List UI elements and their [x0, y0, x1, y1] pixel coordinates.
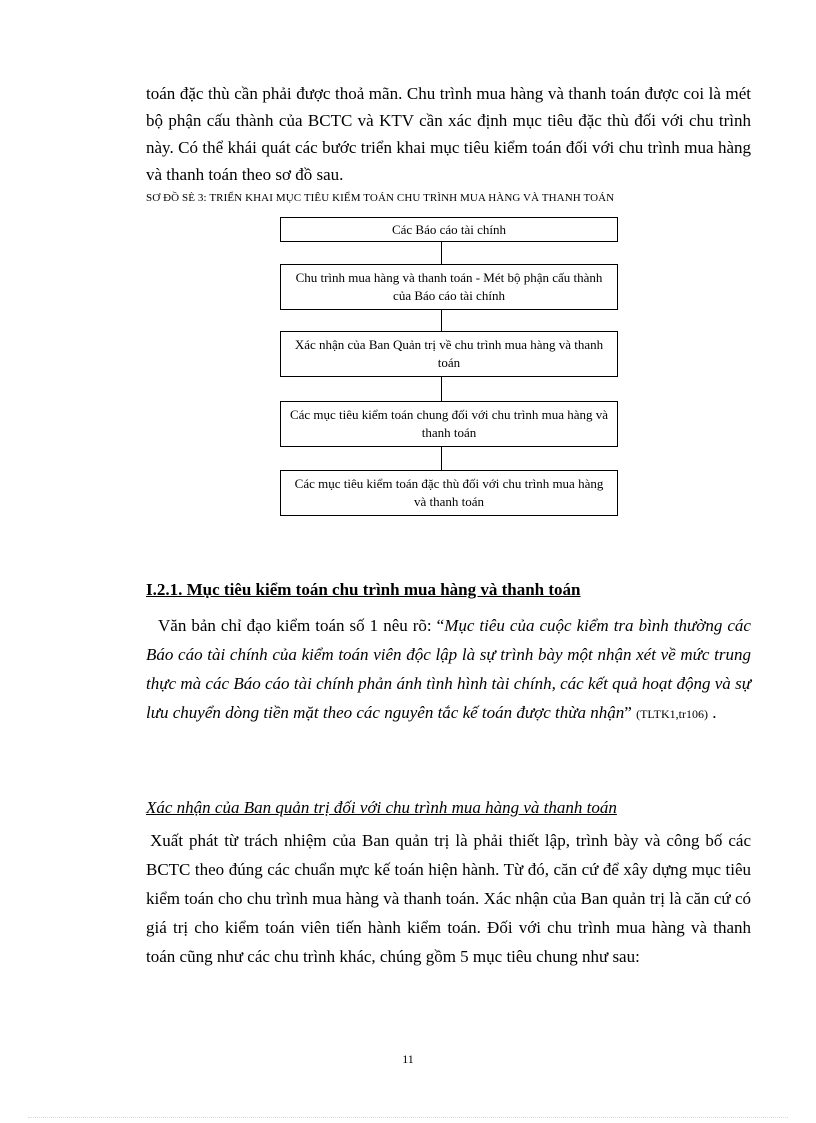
flow-step-label: Các mục tiêu kiểm toán đặc thù đối với chu trình mua hàng và thanh toán	[294, 476, 604, 509]
reference-citation: (TLTK1,tr106)	[636, 707, 708, 721]
flow-step-financial-statements	[280, 217, 618, 242]
flow-connector	[441, 377, 442, 401]
flow-connector	[441, 447, 442, 470]
diagram-caption: SƠ ĐỒ SÈ 3: TRIỂN KHAI MỤC TIÊU KIỂM TOÁN CHU TRÌNH MUA HÀNG VÀ THANH TOÁN	[146, 192, 615, 204]
flow-step-label: Các mục tiêu kiểm toán chung đối với chu trình mua hàng và thanh toán	[289, 407, 609, 440]
flow-step-label: Các Báo cáo tài chính	[391, 221, 507, 237]
flow-step-management-assertions	[280, 331, 618, 377]
flow-step-purchase-cycle	[280, 264, 618, 310]
section-heading: I.2.1. Mục tiêu kiểm toán chu trình mua hàng và thanh toán	[146, 580, 581, 599]
quote-text: Mục tiêu của cuộc kiểm tra bình thường các Báo cáo tài chính của kiểm toán viên độc lập là sự trình bày một nhận xét về mức trung thực mà các Báo cáo tài chính phản ánh tình hình tài chính, các kết quả hoạt động và sự lưu chuyển dòng tiền mặt theo các nguyên tắc kế toán được thừa nhận	[146, 616, 751, 722]
quote-paragraph	[146, 611, 751, 729]
flow-step-general-objectives	[280, 401, 618, 447]
flow-connector	[441, 310, 442, 331]
sub-heading: Xác nhận của Ban quản trị đối với chu trình mua hàng và thanh toán	[146, 798, 617, 817]
flow-step-label: Chu trình mua hàng và thanh toán - Mét bộ phận cấu thành của Báo cáo tài chính	[295, 270, 603, 303]
intro-paragraph: toán đặc thù cần phải được thoả mãn. Chu trình mua hàng và thanh toán được coi là mét bộ phận cấu thành của BCTC và KTV cần xác định mục tiêu đặc thù đối với chu trình này. Có thể khái quát các bước triển khai mục tiêu kiểm toán đối với chu trình mua hàng và thanh toán theo sơ đồ sau.	[146, 84, 751, 184]
flow-connector	[441, 242, 442, 264]
body-paragraph: Xuất phát từ trách nhiệm của Ban quản trị là phải thiết lập, trình bày và công bố các BCTC theo đúng các chuẩn mực kế toán hiện hành. Từ đó, căn cứ để xây dựng mục tiêu kiểm toán cho chu trình mua hàng và thanh toán. Xác nhận của Ban quản trị là căn cứ có giá trị cho kiểm toán viên tiến hành kiểm toán. Đối với chu trình mua hàng và thanh toán cũng như các chu trình khác, chúng gồm 5 mục tiêu chung như sau:	[146, 831, 751, 966]
flow-step-specific-objectives	[280, 470, 618, 516]
page-edge-divider	[28, 1117, 788, 1118]
quote-close: ”	[624, 703, 637, 722]
page-number: 11	[402, 1052, 414, 1066]
quote-lead: Văn bản chỉ đạo kiểm toán số 1 nêu rõ: “	[158, 616, 445, 635]
quote-end: .	[707, 703, 717, 722]
flow-step-label: Xác nhận của Ban Quản trị về chu trình mua hàng và thanh toán	[294, 337, 604, 370]
